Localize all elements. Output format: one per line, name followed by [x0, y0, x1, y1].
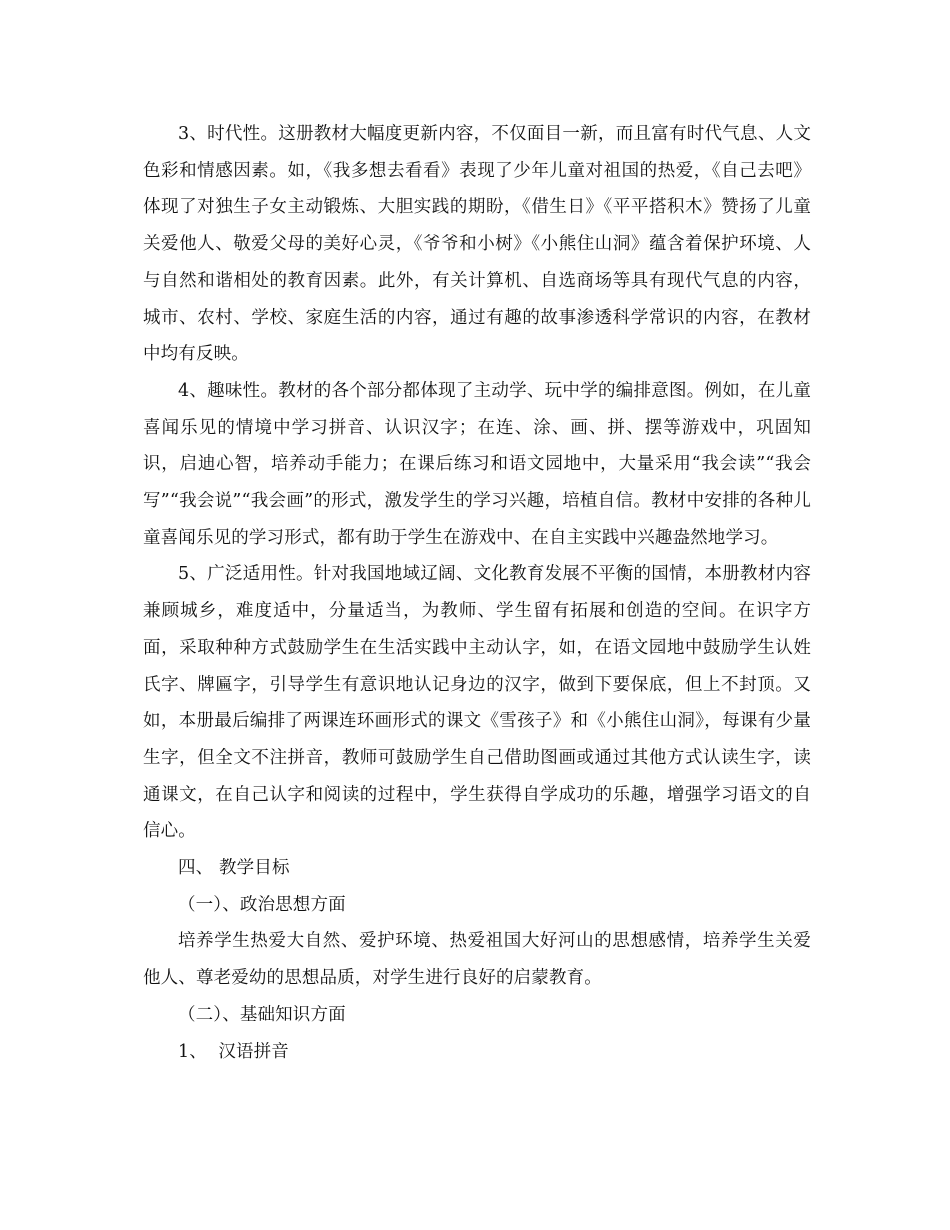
- document-body: [143, 116, 811, 1070]
- item-heading-pinyin: 1、 汉语拼音: [178, 1041, 289, 1062]
- paragraph-political-thought: 培养学生热爱大自然、爱护环境、热爱祖国大好河山的思想感情，培养学生关爱他人、尊老爱幼的思想品质，对学生进行良好的启蒙教育。: [143, 931, 811, 989]
- subheading-political-thought: （一）、政治思想方面: [178, 894, 346, 915]
- section-heading-teaching-goals: 四、 教学目标: [178, 858, 290, 879]
- paragraph-timeliness: 3、时代性。这册教材大幅度更新内容，不仅面目一新，而且富有时代气息、人文色彩和情感因素。如，《我多想去看看》表现了少年儿童对祖国的热爱，《自己去吧》体现了对独生子女主动锻炼、大胆实践的期盼，《借生日》《平平搭积木》赞扬了儿童关爱他人、敬爱父母的美好心灵，《爷爷和小树》《小熊住山洞》蕴含着保护环境、人与自然和谐相处的教育因素。此外，有关计算机、自选商场等具有现代气息的内容，城市、农村、学校、家庭生活的内容，通过有趣的故事渗透科学常识的内容，在教材中均有反映。: [143, 124, 811, 365]
- paragraph-applicability: 5、广泛适用性。针对我国地域辽阔、文化教育发展不平衡的国情，本册教材内容兼顾城乡，难度适中，分量适当，为教师、学生留有拓展和创造的空间。在识字方面，采取种种方式鼓励学生在生活实践中主动认字，如，在语文园地中鼓励学生认姓氏字、牌匾字，引导学生有意识地认记身边的汉字，做到下要保底，但上不封顶。又如，本册最后编排了两课连环画形式的课文《雪孩子》和《小熊住山洞》，每课有少量生字，但全文不注拼音，教师可鼓励学生自己借助图画或通过其他方式认读生字，读通课文，在自己认字和阅读的过程中，学生获得自学成功的乐趣，增强学习语文的自信心。: [143, 564, 811, 842]
- paragraph-interest: 4、趣味性。教材的各个部分都体现了主动学、玩中学的编排意图。例如，在儿童喜闻乐见的情境中学习拼音、认识汉字；在连、涂、画、拼、摆等游戏中，巩固知识，启迪心智，培养动手能力；在课后练习和语文园地中，大量采用“我会读”“我会写”“我会说”“我会画”的形式，激发学生的学习兴趣，培植自信。教材中安排的各种儿童喜闻乐见的学习形式，都有助于学生在游戏中、在自主实践中兴趣盎然地学习。: [143, 380, 811, 548]
- subheading-basic-knowledge: （二）、基础知识方面: [178, 1004, 346, 1025]
